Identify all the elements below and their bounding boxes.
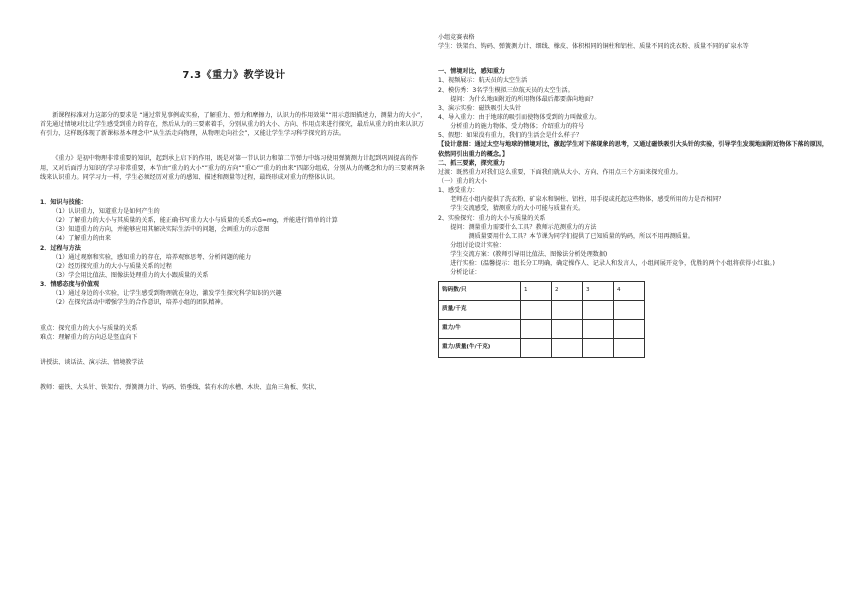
table-cell (614, 300, 645, 319)
table-cell (552, 300, 583, 319)
step-2-2-mass: 测质量要用什么工具？本节课为同学们提供了已知质量的钩码，所以不用再测质量。 (468, 232, 694, 240)
table-cell (552, 319, 583, 338)
step-1-3: 3、演示实验：磁铁吸引大头针 (438, 104, 522, 112)
step-2-1: 1、感受重力： (438, 187, 479, 195)
step-1-4: 4、导入重力：由于地球的吸引而使物体受到的力叫做重力。 (438, 113, 601, 121)
knowledge-goal-2: （2）了解重力的大小与其质量的关系，能正确书写重力大小与质量的关系式G=mg，并能进行简单的计算 (52, 217, 338, 225)
attitude-goal-2: （2）在探究活动中增强学生的合作意识，培养小组的团队精神。 (52, 299, 227, 307)
intro-paragraph-2: 《重力》是初中物理非常重要的知识，起到承上启下的作用，既是对第一节认识力和第二节弹力中练习使用弹簧测力计起到巩固提高的作用，又对后面浮力知识的学习非常重要，本节由“重力的大小“”重力的方向“”重心“”重力的由来“四部分组成，分别从力的概念和力的三要素两条线来认识重力。同学习力一样，学生必须经历对重力的感知、描述和测量等过程，最终形成对重力的整体认识。 (40, 155, 425, 181)
table-row-label: 重力/牛 (439, 319, 521, 338)
transition-text: 过渡：既然重力对我们这么重要，下面我们就从大小、方向、作用点三个方面来探究重力。 (438, 168, 682, 176)
design-intent-1: 【设计意图：通过太空与地球的情境对比，激起学生对下落现象的思考，又通过磁铁吸引大头针的实验，引导学生发现地面附近物体下落的原因，依然同引出重力的概念。】 (438, 141, 828, 158)
section-1-heading: 一、情境对比，感知重力 (438, 68, 506, 76)
step-2-2-plans: 学生交流方案：(教师引导用比值法、图像法分析处理数据) (450, 251, 608, 259)
goal-heading-knowledge: 1．知识与技能： (40, 198, 87, 206)
section-2-heading: 二、抓三要素，探究重力 (438, 159, 506, 167)
left-column (40, 0, 428, 392)
teaching-methods: 讲授法、谈话法、演示法、情境教学法 (40, 358, 144, 366)
table-row-label: 质量/千克 (439, 300, 521, 319)
table-row (439, 319, 645, 338)
step-1-2-question: 提问：为什么地面附近的所用物体最后都要落向地面？ (450, 95, 597, 103)
document-title: 7.3《重力》教学设计 (182, 70, 286, 81)
process-goal-1: （1）通过观察和实验，感知重力的存在，培养观察思考、分析问题的能力 (52, 253, 252, 261)
step-1-4-analysis: 分析重力的施力物体、受力物体；介绍重力的符号 (450, 123, 585, 131)
table-cell (552, 338, 583, 357)
table-cell (521, 300, 552, 319)
step-2-1-students: 学生交流感受，猜测重力的大小可能与质量有关。 (450, 205, 585, 213)
step-2-2: 2、实验探究：重力的大小与质量的关系 (438, 214, 546, 222)
knowledge-goal-3: （3）知道重力的方向，并能够应用其解决实际生活中的问题，会画重力的示意图 (52, 226, 270, 234)
key-point: 重点：探究重力的大小与质量的关系 (40, 324, 138, 332)
table-cell (614, 319, 645, 338)
table-row-label: 重力/质量(牛/千克) (439, 338, 521, 357)
table-cell (583, 338, 614, 357)
step-2-2-analysis: 分析论证： (450, 269, 481, 277)
difficulty-point: 难点：理解重力的方向总是竖直向下 (40, 333, 138, 341)
table-header-cell: 2 (552, 281, 583, 300)
step-2-2-experiment: 进行实验：(温馨提示：组长分工明确，确定操作人、记录人和发言人，小组间展开竞争，优胜的两个小组将获得小红旗。) (450, 260, 775, 268)
process-goal-2: （2）经历探究重力的大小与质量关系的过程 (52, 262, 172, 270)
table-cell (583, 319, 614, 338)
table-header-cell: 4 (614, 281, 645, 300)
attitude-goal-1: （1）通过身边的小实验，让学生感受到物理就在身边，激发学生探究科学知识的兴趣 (52, 290, 282, 298)
teacher-tools: 教师：磁铁、大头针、铁架台、弹簧测力计、钩码、铅垂线、装有水的水槽、木块、直角三角板、奖状、 (40, 383, 321, 391)
data-table (438, 281, 645, 358)
subsection-weight-size: （一）重力的大小 (438, 177, 487, 185)
table-row (439, 338, 645, 357)
table-cell (583, 300, 614, 319)
right-column (438, 33, 830, 358)
step-1-5: 5、假想：如果没有重力，我们的生活会是什么样子？ (438, 132, 583, 140)
step-2-2-question: 提问：测量重力需要什么工具？教师示范测重力的方法 (450, 223, 597, 231)
step-1-1: 1、视频展示：航天员的太空生活 (438, 77, 528, 85)
goal-heading-process: 2．过程与方法 (40, 244, 81, 252)
knowledge-goal-1: （1）认识重力，知道重力是如何产生的 (52, 207, 160, 215)
table-cell (521, 338, 552, 357)
table-header-cell: 1 (521, 281, 552, 300)
table-cell (614, 338, 645, 357)
intro-paragraph-1: 新课程标准对力这部分的要求是 “通过常见事例或实验，了解重力、弹力和摩擦力，认识力的作用效果”“用示意图描述力，测量力的大小”，首先通过情境对比让学生感受到重力的存在，然后从力的三要素着手，分别从重力的大小、方向、作用点来进行探究，最后从重力的由来认识万有引力，这样既体现了新课标基本理念中“从生活走向物理，从物理走向社会”，又能让学生学习科学探究的方法。 (40, 112, 427, 138)
table-row (439, 300, 645, 319)
table-header-row (439, 281, 645, 300)
goal-heading-attitude: 3．情感态度与价值观 (40, 281, 100, 289)
step-1-2: 2、模仿秀：3名学生模拟三位航天员的太空生活。 (438, 86, 574, 94)
step-2-1-text: 老师在小组内提供了洗衣粉、矿泉水和铜柱、铝柱，用手提或托起这些物体，感受所用的力是否相同？ (450, 196, 725, 204)
process-goal-3: （3）学会用比值法、图像法处理重力的大小跟质量的关系 (52, 271, 209, 279)
table-cell (521, 319, 552, 338)
table-header-cell: 钩码数/只 (439, 281, 521, 300)
student-tools: 学生：铁架台、钩码、弹簧测力计、细线、橡皮、体积相同的铜柱和铝柱、质量不同的洗衣粉、质量不同的矿泉水等 (438, 43, 749, 51)
knowledge-goal-4: （4）了解重力的由来 (52, 235, 111, 243)
step-2-2-design: 分组讨论设计实验： (450, 241, 506, 249)
teacher-tools-continued: 小组竞赛表格 (438, 34, 475, 41)
table-header-cell: 3 (583, 281, 614, 300)
